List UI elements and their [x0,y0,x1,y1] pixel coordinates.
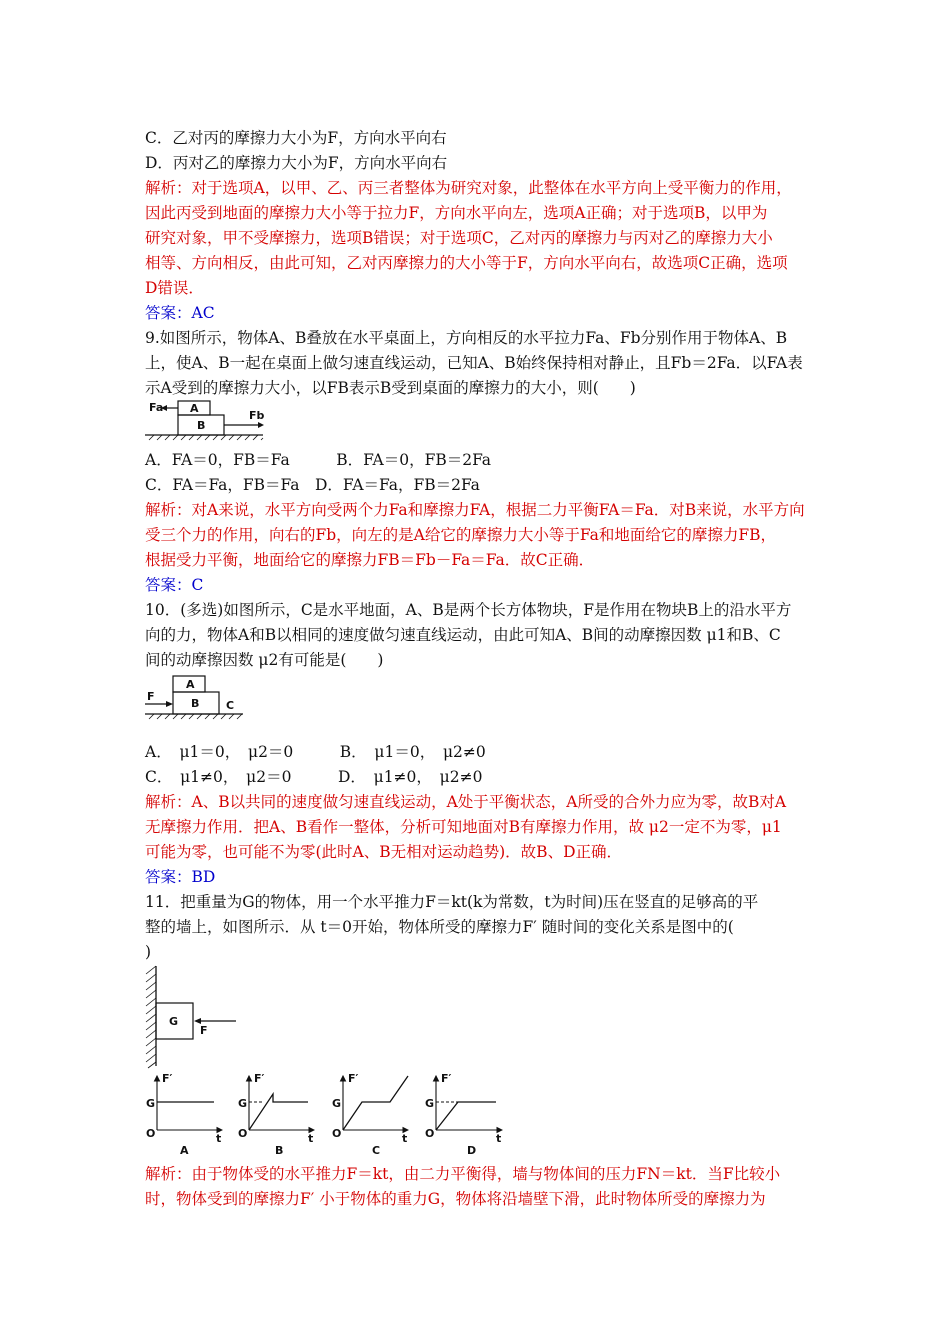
svg-text:t: t [402,1132,408,1145]
text-line-l7: D错误． [145,279,204,297]
text-line-l4: 因此丙受到地面的摩擦力大小等于拉力F，方向水平向左，选项A正确；对于选项B，以甲为 [145,204,768,222]
figure-10 [145,672,250,722]
svg-text:G: G [238,1097,248,1110]
label-c: C [226,699,235,712]
text-line-l10: 上，使A、B一起在桌面上做匀速直线运动，已知A、B始终保持相对静止，且Fb＝2Fa．以FA表 [145,354,803,372]
text-line-l3: 解析：对于选项A，以甲、乙、丙三者整体为研究对象，此整体在水平方向上受平衡力的作用， [145,179,792,197]
label-f: F [200,1024,208,1037]
text-line-l30: 解析：由于物体受的水平推力F＝kt，由二力平衡得，墙与物体间的压力FN＝kt．当F比较小 [145,1165,781,1183]
label-a: A [190,402,199,415]
wall-hatch [146,966,156,1068]
text-line-l21: A． μ1＝0， μ2＝0 B． μ1＝0， μ2≠0 [145,743,486,761]
text-line-l1: C．乙对丙的摩擦力大小为F，方向水平向右 [145,129,447,147]
text-line-l9: 9.如图所示，物体A、B叠放在水平桌面上，方向相反的水平拉力Fa、Fb分别作用于物体A、B [145,329,788,347]
text-line-l5: 研究对象，甲不受摩擦力，选项B错误；对于选项C，乙对丙的摩擦力与丙对乙的摩擦力大小 [145,229,773,247]
text-line-l23: 解析：A、B以共同的速度做匀速直线运动，A处于平衡状态，A所受的合外力应为零，故B对A [145,793,787,811]
graph-b [238,1072,314,1157]
text-line-l20: 间的动摩擦因数 μ2有可能是( ) [145,651,384,669]
svg-text:t: t [216,1132,222,1145]
label-fa: Fa [149,401,164,414]
svg-text:G: G [146,1097,156,1110]
svg-text:A: A [180,1144,189,1157]
text-line-l31: 时，物体受到的摩擦力F′ 小于物体的重力G，物体将沿墙壁下滑，此时物体所受的摩擦力为 [145,1190,766,1208]
text-line-l8: 答案：AC [145,304,215,322]
label-a: A [186,678,195,691]
text-line-l19: 向的力，物体A和B以相同的速度做匀速直线运动，由此可知A、B间的动摩擦因数 μ1和B、C [145,626,781,644]
text-line-l28: 整的墙上，如图所示．从 t＝0开始，物体所受的摩擦力F′ 随时间的变化关系是图中的( [145,918,734,936]
ground-hatch [149,435,263,440]
svg-text:t: t [308,1132,314,1145]
svg-text:O: O [238,1127,248,1140]
text-line-l22: C． μ1≠0， μ2＝0 D． μ1≠0， μ2≠0 [145,768,483,786]
text-line-l15: 受三个力的作用，向右的Fb，向左的是A给它的摩擦力大小等于Fa和地面给它的摩擦力FB， [145,526,776,544]
text-line-l13: C．FA＝Fa，FB＝Fa D．FA＝Fa，FB＝2Fa [145,476,480,494]
text-line-l11: 示A受到的摩擦力大小，以FB表示B受到桌面的摩擦力的大小，则( ) [145,379,636,397]
svg-text:t: t [496,1132,502,1145]
text-line-l26: 答案：BD [145,868,216,886]
text-line-l24: 无摩擦力作用．把A、B看作一整体，分析可知地面对B有摩擦力作用，故 μ2一定不为零，μ1 [145,818,782,836]
text-line-l6: 相等、方向相反，由此可知，乙对丙摩擦力的大小等于F，方向水平向右，故选项C正确，选项 [145,254,788,272]
text-line-l17: 答案：C [145,576,204,594]
graph-a [146,1072,222,1157]
text-line-l14: 解析：对A来说，水平方向受两个力Fa和摩擦力FA，根据二力平衡FA＝Fa．对B来说，水平方向 [145,501,805,519]
label-f: F [147,690,155,703]
svg-text:F′: F′ [162,1072,173,1085]
graph-c [332,1072,408,1157]
svg-text:B: B [275,1144,284,1157]
svg-text:O: O [332,1127,342,1140]
label-b: B [197,419,206,432]
label-fb: Fb [249,409,265,422]
text-line-l12: A．FA＝0，FB＝Fa B．FA＝0，FB＝2Fa [145,451,492,469]
svg-text:F′: F′ [348,1072,359,1085]
text-line-l27: 11．把重量为G的物体，用一个水平推力F＝kt(k为常数，t为时间)压在竖直的足够高的平 [145,893,759,911]
svg-text:G: G [332,1097,342,1110]
graph-d [425,1072,502,1157]
svg-text:O: O [425,1127,435,1140]
label-b: B [191,697,200,710]
text-line-l29: ) [145,943,152,961]
svg-text:F′: F′ [254,1072,265,1085]
svg-text:D: D [467,1144,477,1157]
figure-11-graphs [142,1072,512,1157]
text-line-l16: 根据受力平衡，地面给它的摩擦力FB＝Fb－Fa＝Fa．故C正确． [145,551,595,569]
svg-text:F′: F′ [441,1072,452,1085]
figure-11-wall [142,966,242,1068]
figure-9 [145,398,270,443]
svg-text:C: C [372,1144,381,1157]
text-line-l18: 10．(多选)如图所示，C是水平地面，A、B是两个长方体物块，F是作用在物块B上的沿水平方 [145,601,792,619]
label-g: G [169,1015,179,1028]
text-line-l2: D．丙对乙的摩擦力大小为F，方向水平向右 [145,154,448,172]
svg-text:G: G [425,1097,435,1110]
svg-text:O: O [146,1127,156,1140]
ground-hatch [149,714,242,719]
text-line-l25: 可能为零，也可能不为零(此时A、B无相对运动趋势)．故B、D正确． [145,843,622,861]
